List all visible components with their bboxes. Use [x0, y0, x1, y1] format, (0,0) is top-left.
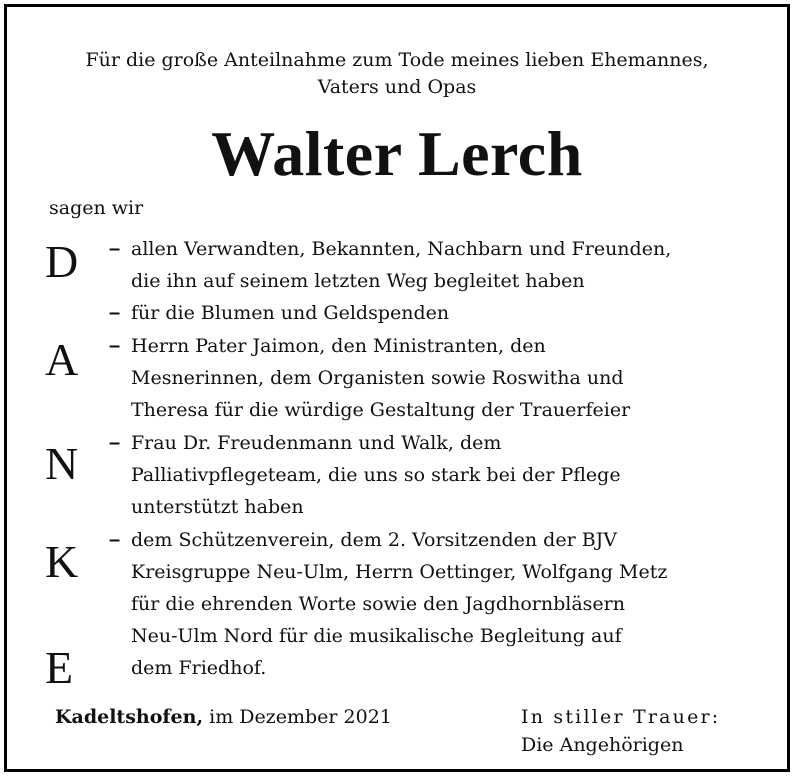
entry-line: Kreisgruppe Neu-Ulm, Herrn Oettinger, Wolfgang Metz: [131, 561, 668, 583]
entry-line: unterstützt haben: [131, 496, 304, 518]
entry-line: allen Verwandten, Bekannten, Nachbarn und Freunden,: [131, 238, 672, 260]
place-name: Kadeltshofen,: [55, 706, 204, 728]
sagen-wir-text: sagen wir: [49, 197, 144, 219]
entry-line: Neu-Ulm Nord für die musikalische Begleitung auf: [131, 625, 622, 647]
entry-line: für die Blumen und Geldspenden: [131, 302, 450, 324]
intro-line-2: Vaters und Opas: [317, 76, 477, 98]
entry-dash: –: [109, 335, 121, 357]
danke-letter-a: A: [45, 334, 79, 385]
intro-text: [7, 47, 787, 101]
date-text: im Dezember 2021: [209, 706, 392, 728]
mourning-text: In stiller Trauer:: [521, 706, 721, 728]
entry-line: die ihn auf seinem letzten Weg begleitet haben: [131, 270, 585, 292]
danke-letter-e: E: [45, 642, 74, 693]
intro-line-1: Für die große Anteilnahme zum Tode meines lieben Ehemannes,: [85, 49, 709, 71]
obituary-notice: [4, 4, 790, 772]
place-date: [55, 703, 392, 731]
deceased-name: Walter Lerch: [211, 118, 583, 189]
entry-line: Herrn Pater Jaimon, den Ministranten, den: [131, 335, 546, 357]
entry-dash: –: [109, 238, 121, 260]
entry-dash: –: [109, 302, 121, 324]
family-text: Die Angehörigen: [521, 734, 684, 756]
entry-line: Palliativpflegeteam, die uns so stark bei der Pflege: [131, 464, 621, 486]
entry-dash: –: [109, 432, 121, 454]
danke-letter-n: N: [45, 438, 79, 489]
danke-letter-k: K: [45, 536, 79, 587]
signature-block: [521, 703, 720, 759]
entry-line: dem Schützenverein, dem 2. Vorsitzenden der BJV: [131, 529, 618, 551]
entry-line: für die ehrenden Worte sowie den Jagdhornbläsern: [131, 593, 625, 615]
entry-line: dem Friedhof.: [131, 657, 267, 679]
entry-line: Frau Dr. Freudenmann und Walk, dem: [131, 432, 502, 454]
entry-dash: –: [109, 529, 121, 551]
danke-letter-d: D: [45, 236, 79, 287]
entry-line: Mesnerinnen, dem Organisten sowie Roswitha und: [131, 367, 624, 389]
entry-line: Theresa für die würdige Gestaltung der Trauerfeier: [131, 399, 631, 421]
